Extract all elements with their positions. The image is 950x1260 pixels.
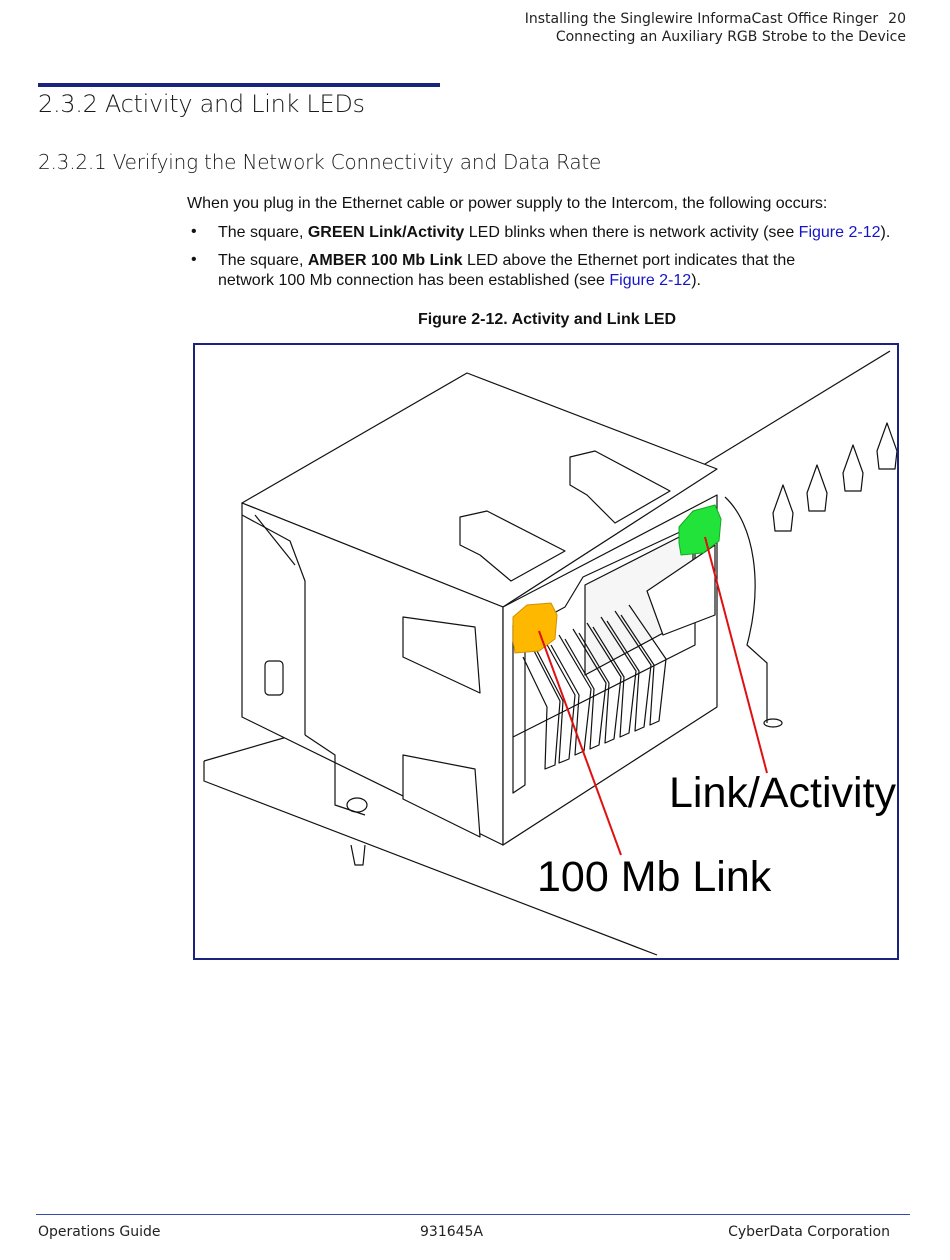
- figure-link[interactable]: Figure 2-12: [609, 272, 692, 289]
- pcb-edge: [204, 737, 287, 761]
- 100mb-link-label: 100 Mb Link: [537, 853, 772, 901]
- header-chapter-title: Installing the Singlewire InformaCast Office Ringer: [524, 11, 879, 27]
- page-number: 20: [888, 11, 906, 27]
- figure-caption: Figure 2-12. Activity and Link LED: [417, 311, 677, 328]
- peg: [773, 485, 793, 531]
- rj45-jack-illustration: [195, 345, 899, 960]
- section-heading: 2.3.2 Activity and Link LEDs: [38, 90, 365, 118]
- footer-rule: [36, 1214, 910, 1215]
- running-header: [525, 10, 906, 46]
- footer-doc-title: Operations Guide: [38, 1224, 161, 1240]
- bullet-marker: •: [191, 251, 197, 268]
- bent-lead: [725, 497, 767, 723]
- link-activity-label: Link/Activity: [669, 769, 897, 817]
- peg: [843, 445, 863, 491]
- intro-paragraph: When you plug in the Ethernet cable or power supply to the Intercom, the following occurs:: [187, 195, 828, 212]
- retaining-pegs: [773, 423, 897, 531]
- bullet-marker: •: [191, 223, 197, 240]
- pcb-edge: [700, 351, 890, 467]
- peg: [807, 465, 827, 511]
- header-section-title: Connecting an Auxiliary RGB Strobe to the Device: [555, 29, 906, 45]
- heading-rule: [38, 83, 440, 87]
- figure-link[interactable]: Figure 2-12: [798, 224, 881, 241]
- front-tab: [403, 755, 480, 837]
- peg: [877, 423, 897, 469]
- figure-frame: [193, 343, 899, 960]
- bullet-item-green: The square, GREEN Link/Activity LED blinks when there is network activity (see Figure 2-12).: [218, 224, 891, 241]
- footer-company: CyberData Corporation: [728, 1224, 890, 1240]
- footer-doc-number: 931645A: [420, 1224, 484, 1240]
- subsection-heading: 2.3.2.1 Verifying the Network Connectivity and Data Rate: [38, 150, 602, 174]
- mount-pin: [351, 845, 365, 865]
- mount-hole: [347, 798, 367, 812]
- bullet-item-amber: The square, AMBER 100 Mb Link LED above the Ethernet port indicates that the network 100 Mb connection has been established (see Figure 2-12).: [218, 252, 796, 289]
